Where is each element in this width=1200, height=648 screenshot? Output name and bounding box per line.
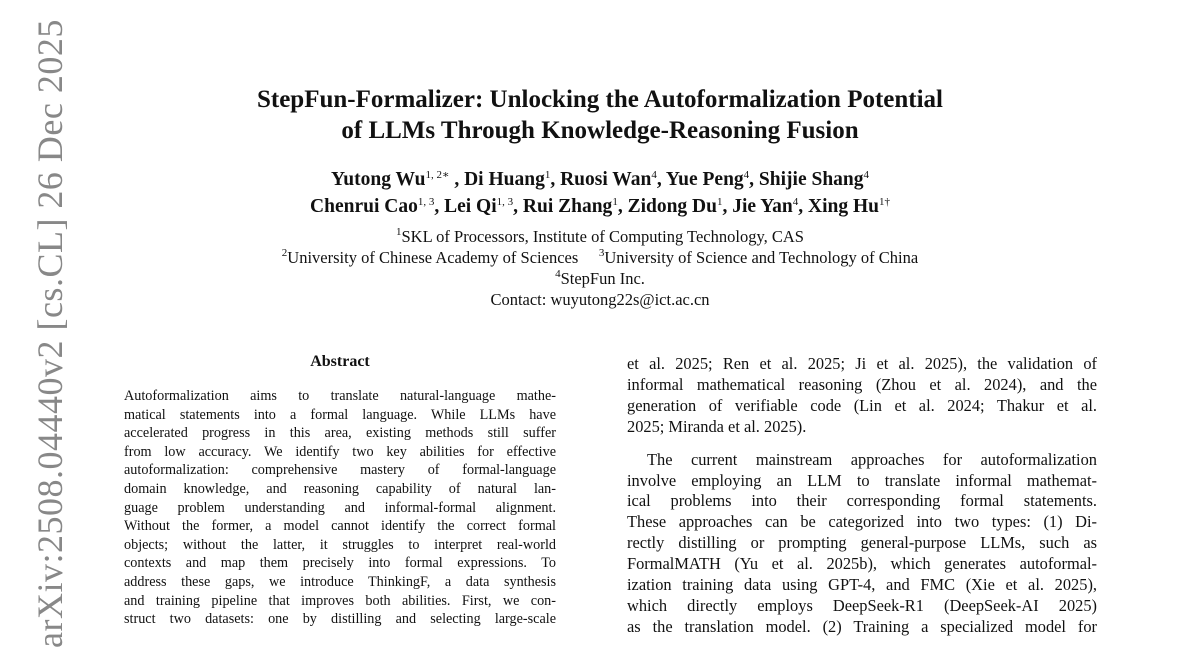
author-sup: 1, 3: [417, 196, 435, 208]
affiliation-text: University of Science and Technology of China: [604, 248, 919, 267]
abstract-line: from low accuracy. We identify two key abilities for effective: [124, 443, 556, 460]
affiliation-text: SKL of Processors, Institute of Computing Technology, CAS: [401, 227, 804, 246]
author-name: Yutong Wu: [330, 169, 426, 190]
affiliation-text: University of Chinese Academy of Sciences: [287, 248, 579, 267]
abstract-line: accelerated progress in this area, existing methods still suffer: [124, 425, 556, 442]
abstract-heading: Abstract: [310, 353, 370, 370]
affiliation-sup: 1: [396, 226, 402, 238]
body-line: involve employing an LLM to translate informal mathemat-: [627, 470, 1097, 490]
affiliation-sup: 2: [281, 247, 288, 259]
body-paragraph-2: [627, 450, 1097, 638]
abstract-line: guage problem understanding and informal-formal alignment.: [124, 499, 556, 516]
author-line-1: [0, 166, 1200, 193]
body-line: The current mainstream approaches for autoformalization: [647, 449, 1097, 469]
author-name: , Lei Qi: [434, 196, 497, 217]
author-name: , Yue Peng: [656, 169, 744, 190]
abstract-line: Without the former, a model cannot identify the correct formal: [124, 518, 556, 535]
author-name: , Shijie Shang: [749, 169, 864, 190]
author-name: Chenrui Cao: [310, 196, 418, 217]
abstract-line: Autoformalization aims to translate natural-language mathe-: [124, 388, 556, 404]
body-column-right: [627, 354, 1097, 638]
paper-title: [0, 84, 1200, 146]
author-sup: 1†: [878, 196, 890, 208]
body-line: ical problems into their corresponding formal statements.: [627, 491, 1097, 511]
contact-email[interactable]: Contact: wuyutong22s@ict.ac.cn: [490, 290, 710, 309]
abstract-line: struct two datasets: one by distilling and selecting large-scale: [124, 611, 556, 628]
body-line: generation of verifiable code (Lin et al. 2024; Thakur et al.: [627, 395, 1097, 415]
author-sup: 4: [743, 169, 750, 181]
abstract-body: [124, 387, 556, 629]
affiliation-2-3: [0, 247, 1200, 268]
body-line: as the translation model. (2) Training a specialized model for: [627, 616, 1097, 636]
author-name: , Rui Zhang: [513, 196, 613, 217]
body-line: These approaches can be categorized into two types: (1) Di-: [627, 512, 1097, 532]
abstract-line: contexts and map them precisely into formal expressions. To: [124, 555, 556, 572]
body-paragraph-1: [627, 354, 1097, 438]
abstract-line: address these gaps, we introduce ThinkingF, a data synthesis: [124, 573, 556, 590]
abstract-line: objects; without the latter, it struggles to interpret real-world: [124, 536, 556, 553]
affiliation-4: [0, 268, 1200, 289]
author-sup: 1: [544, 169, 551, 181]
body-line: rectly distilling or prompting general-purpose LLMs, such as: [627, 533, 1097, 553]
title-line-2: of LLMs Through Knowledge-Reasoning Fusion: [341, 117, 859, 144]
author-sup: 1: [612, 196, 618, 208]
author-sup: 4: [792, 196, 799, 208]
author-line-2: [0, 193, 1200, 220]
affiliation-sup: 3: [598, 247, 605, 259]
abstract-line: domain knowledge, and reasoning capability of natural lan-: [124, 480, 556, 497]
title-line-1: StepFun-Formalizer: Unlocking the Autoformalization Potential: [256, 86, 944, 113]
abstract-line: matical statements into a formal language. While LLMs have: [124, 406, 556, 423]
body-line: which directly employs DeepSeek-R1 (DeepSeek-AI 2025): [627, 595, 1097, 615]
author-name: , Jie Yan: [722, 196, 793, 217]
author-name: , Xing Hu: [798, 196, 879, 217]
author-sup: 1, 2∗: [425, 169, 450, 181]
author-sup: 4: [863, 169, 870, 181]
body-line: et al. 2025; Ren et al. 2025; Ji et al. 2025), the validation of: [627, 354, 1097, 373]
affiliation-sup: 4: [555, 268, 561, 280]
author-name: , Di Huang: [454, 169, 545, 190]
affiliation-1: [0, 226, 1200, 247]
affiliation-text: StepFun Inc.: [560, 269, 645, 288]
abstract-line: autoformalization: comprehensive mastery of formal-language: [124, 462, 556, 479]
author-name: , Zidong Du: [617, 196, 717, 217]
author-name: , Ruosi Wan: [550, 169, 652, 190]
body-line: 2025; Miranda et al. 2025).: [627, 416, 807, 436]
body-line: FormalMATH (Yu et al. 2025b), which generates autoformal-: [627, 554, 1097, 574]
abstract-line: and training pipeline that improves both abilities. First, we con-: [124, 592, 556, 609]
arxiv-stamp: arXiv:2508.04440v2 [cs.CL] 26 Dec 2025: [30, 19, 70, 648]
author-sup: 1, 3: [496, 196, 514, 208]
author-sup: 1: [716, 196, 723, 208]
body-line: informal mathematical reasoning (Zhou et al. 2024), and the: [627, 374, 1097, 394]
author-sup: 4: [651, 169, 657, 181]
author-list: [0, 166, 1200, 220]
body-line: ization training data using GPT-4, and FMC (Xie et al. 2025),: [627, 575, 1097, 595]
